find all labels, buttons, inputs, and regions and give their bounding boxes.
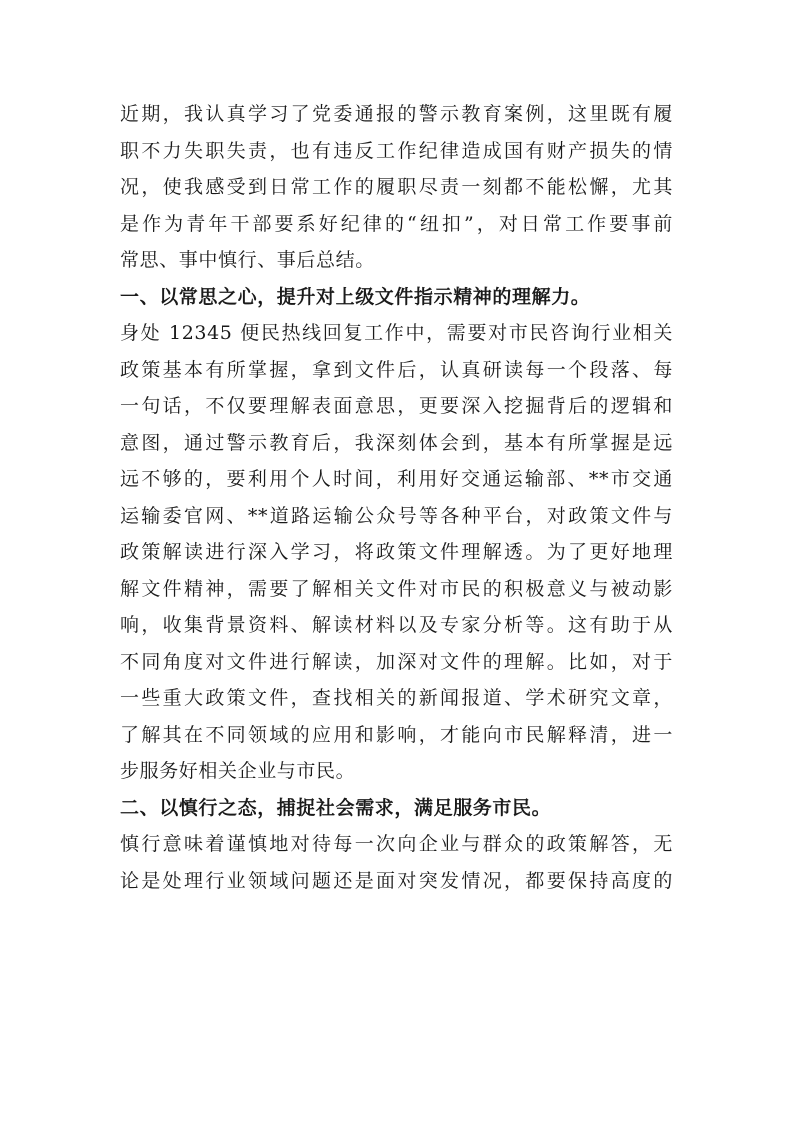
text-line: 一些重大政策文件，查找相关的新闻报道、学术研究文章， [120, 687, 673, 709]
section-heading-1 [120, 279, 673, 316]
text-line: 论是处理行业领域问题还是面对突发情况，都要保持高度的 [120, 869, 673, 892]
text-line: 解文件精神，需要了解相关文件对市民的积极意义与被动影 [120, 577, 673, 600]
text-line: 响，收集背景资料、解读材料以及专家分析等。这有助于从 [120, 614, 673, 636]
text-line: 常思、事中慎行、事后总结。 [120, 249, 375, 271]
text-line: 是作为青年干部要系好纪律的“纽扣”，对日常工作要事前 [120, 212, 673, 235]
text-line: 远不够的，要利用个人时间，利用好交通运输部、**市交通 [120, 468, 673, 490]
section-heading-2 [120, 790, 673, 827]
text-line: 慎行意味着谨慎地对待每一次向企业与群众的政策解答，无 [120, 833, 673, 855]
text-line: 况，使我感受到日常工作的履职尽责一刻都不能松懈，尤其 [120, 176, 673, 198]
section-1-paragraph [120, 315, 673, 790]
text-line: 一句话，不仅要理解表面意思，更要深入挖掘背后的逻辑和 [120, 395, 673, 417]
text-line: 职不力失职失责，也有违反工作纪律造成国有财产损失的情 [120, 139, 673, 162]
text-line: 政策解读进行深入学习，将政策文件理解透。为了更好地理 [120, 541, 673, 563]
section-2-paragraph [120, 826, 673, 899]
text-line: 了解其在不同领域的应用和影响，才能向市民解释清，进一 [120, 723, 673, 746]
text-line: 近期，我认真学习了党委通报的警示教育案例，这里既有履 [120, 103, 673, 125]
intro-paragraph [120, 96, 673, 279]
text-line: 意图，通过警示教育后，我深刻体会到，基本有所掌握是远 [120, 431, 673, 454]
text-line: 不同角度对文件进行解读，加深对文件的理解。比如，对于 [120, 650, 673, 673]
heading-line: 一、以常思之心，提升对上级文件指示精神的理解力。 [120, 285, 591, 308]
document-body [120, 96, 673, 899]
text-line: 步服务好相关企业与市民。 [120, 760, 356, 782]
text-line: 运输委官网、**道路运输公众号等各种平台，对政策文件与 [120, 504, 673, 527]
text-line: 身处 12345 便民热线回复工作中，需要对市民咨询行业相关 [120, 322, 673, 344]
text-line: 政策基本有所掌握，拿到文件后，认真研读每一个段落、每 [120, 358, 673, 381]
heading-line: 二、以慎行之态，捕捉社会需求，满足服务市民。 [120, 796, 552, 819]
